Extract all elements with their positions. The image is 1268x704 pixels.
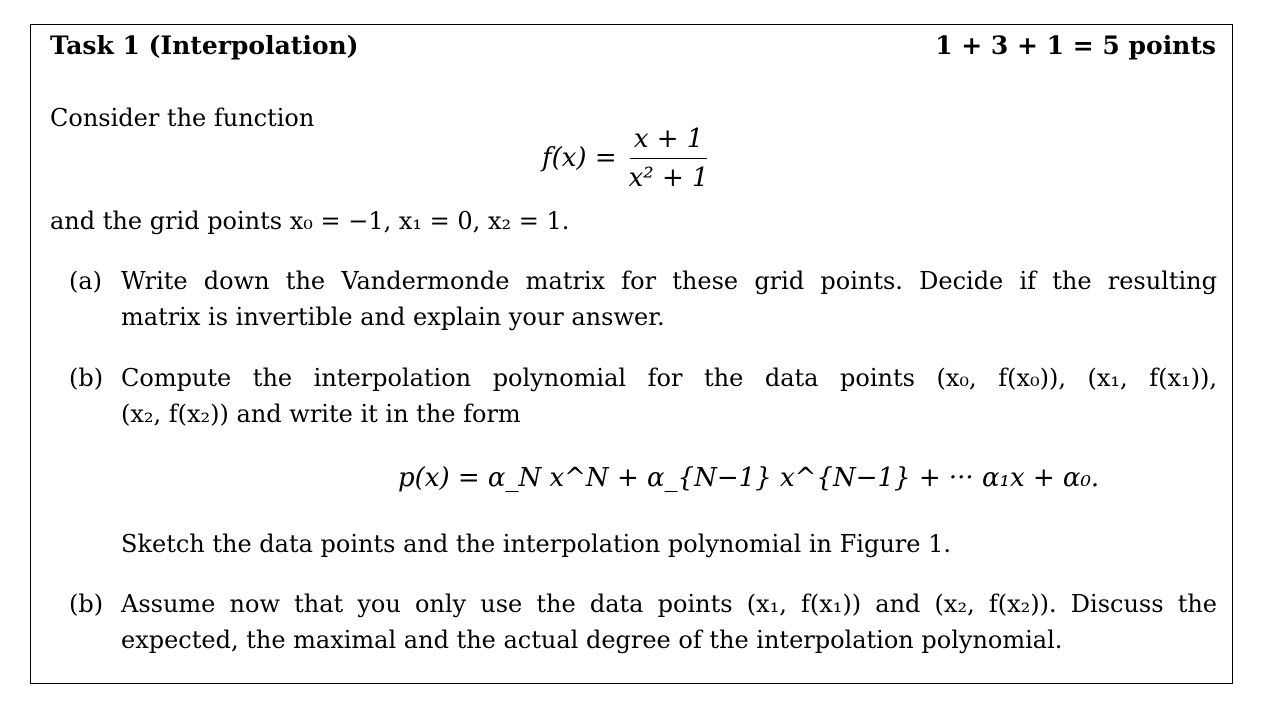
function-denominator: x² + 1 <box>628 162 709 193</box>
function-numerator: x + 1 <box>630 123 708 159</box>
item-a-line-2: matrix is invertible and explain your answer. <box>121 303 665 331</box>
task-title: Task 1 (Interpolation) <box>50 31 359 60</box>
item-c-line-1: Assume now that you only use the data points (x₁, f(x₁)) and (x₂, f(x₂)). Discuss the <box>121 590 1217 618</box>
points-label: 1 + 3 + 1 = 5 points <box>935 31 1216 60</box>
intro-text: Consider the function <box>50 104 315 132</box>
polynomial-equation: p(x) = α_N x^N + α_{N−1} x^{N−1} + ··· α₁x + α₀. <box>398 463 1100 493</box>
function-lhs: f(x) = <box>542 143 617 173</box>
item-b-text <box>121 360 1217 432</box>
item-c-label: (b) <box>69 590 104 618</box>
item-a-text <box>121 263 1217 335</box>
function-fraction <box>625 123 713 194</box>
grid-points-text: and the grid points x₀ = −1, x₁ = 0, x₂ = 1. <box>50 207 570 235</box>
sketch-instruction: Sketch the data points and the interpolation polynomial in Figure 1. <box>121 530 951 558</box>
item-a-line-1: Write down the Vandermonde matrix for these grid points. Decide if the resulting <box>121 267 1217 295</box>
item-b-label: (b) <box>69 364 104 392</box>
item-c-text <box>121 586 1217 658</box>
function-equation <box>542 122 713 194</box>
item-c-line-2: expected, the maximal and the actual degree of the interpolation polynomial. <box>121 626 1063 654</box>
item-b-line-2: (x₂, f(x₂)) and write it in the form <box>121 400 521 428</box>
item-a-label: (a) <box>69 267 103 295</box>
item-b-line-1: Compute the interpolation polynomial for the data points (x₀, f(x₀)), (x₁, f(x₁)), <box>121 364 1217 392</box>
